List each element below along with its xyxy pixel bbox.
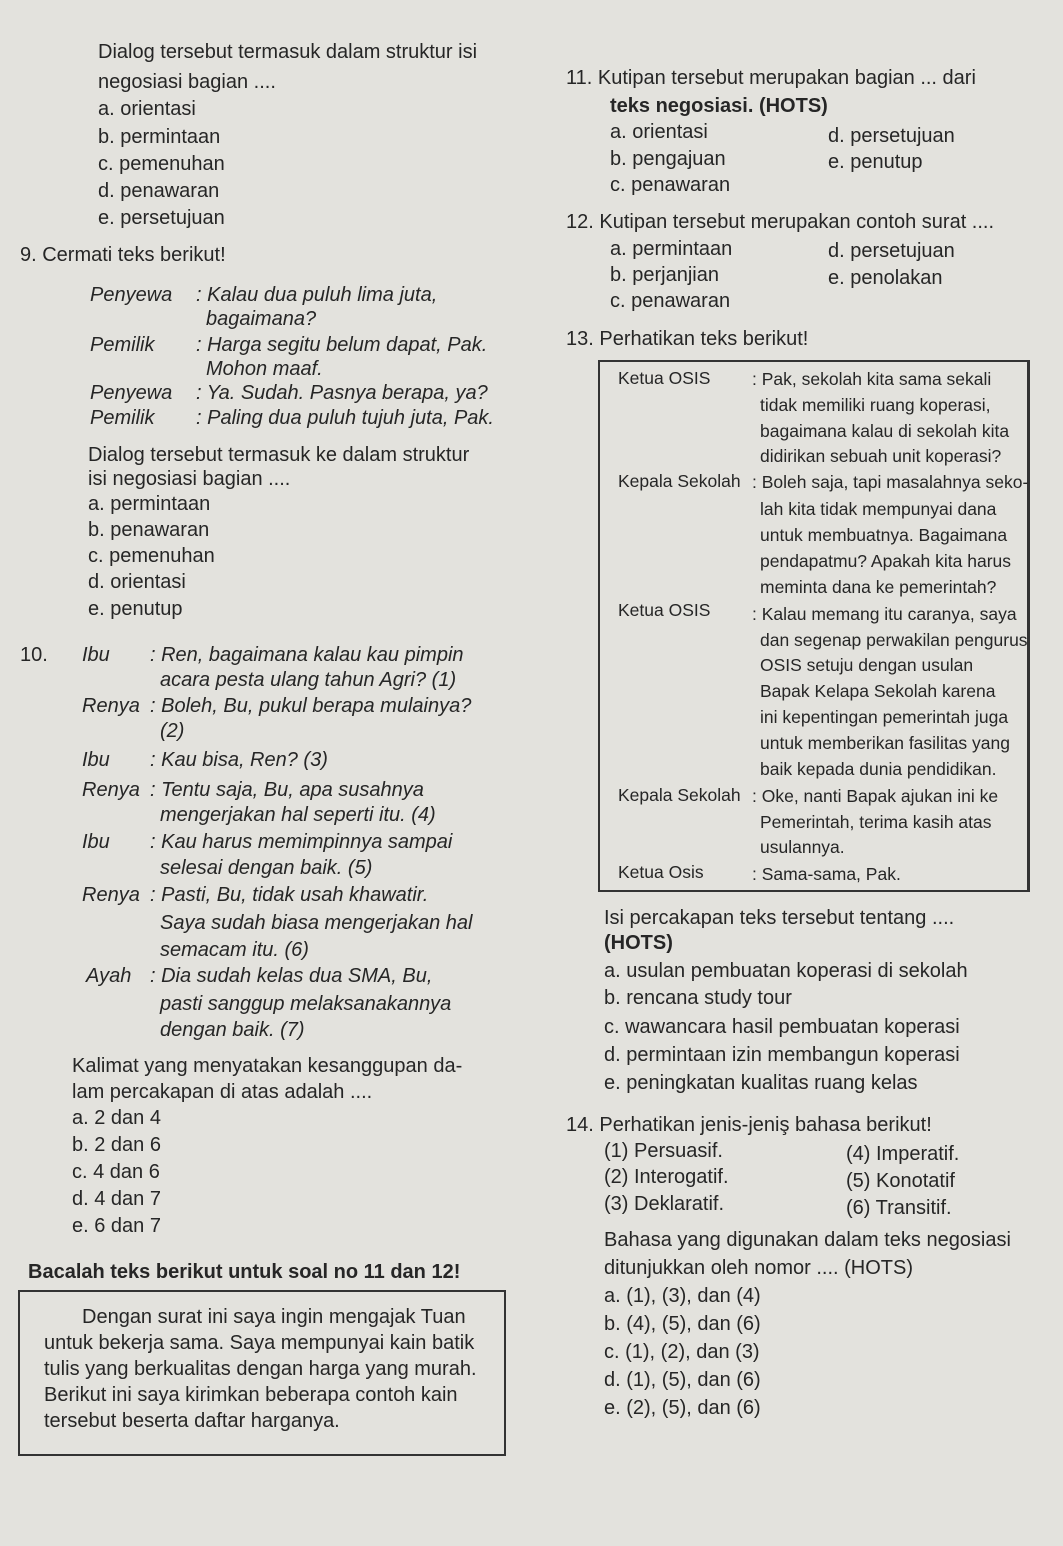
q13-utterance: ini kepentingan pemerintah juga [760, 707, 1009, 727]
q9-utterance: bagaimana? [206, 308, 317, 330]
q11-stem-line: 11. Kutipan tersebut merupakan bagian ... dari [566, 67, 976, 89]
q13-utterance: : Boleh saja, tapi masalahnya seko- [752, 472, 1029, 492]
q12-option-c: c. penawaran [610, 290, 731, 312]
q10-option-e: e. 6 dan 7 [72, 1215, 161, 1237]
q14-stem-line: ditunjukkan oleh nomor .... (HOTS) [604, 1257, 914, 1279]
q10-option-c: c. 4 dan 6 [72, 1161, 160, 1183]
q8-option-a: a. orientasi [98, 98, 196, 120]
q13-utterance: tidak memiliki ruang koperasi, [760, 395, 991, 415]
q13-utterance: usulannya. [760, 837, 845, 857]
q13-utterance: bagaimana kalau di sekolah kita [760, 421, 1010, 441]
q8-option-d: d. penawaran [98, 180, 220, 202]
q14-stem-line: Bahasa yang digunakan dalam teks negosiasi [604, 1229, 1011, 1251]
q13-utterance: pendapatmu? Apakah kita harus [760, 551, 1012, 571]
q9-utterance: Mohon maaf. [206, 358, 323, 380]
q14-option-e: e. (2), (5), dan (6) [604, 1397, 761, 1419]
q14-item: (4) Imperatif. [846, 1143, 960, 1165]
q10-utterance: dengan baik. (7) [160, 1019, 305, 1041]
q10-number: 10. [20, 644, 48, 666]
q10-utterance: : Kau harus memimpinnya sampai [150, 831, 453, 853]
q13-stem-line: Isi percakapan teks tersebut tentang .... [604, 907, 955, 929]
q13-option-a: a. usulan pembuatan koperasi di sekolah [604, 960, 968, 982]
q13-utterance: OSIS setuju dengan usulan [760, 655, 974, 675]
q13-utterance: dan segenap perwakilan pengurus [760, 630, 1028, 650]
q9-option-b: b. penawaran [88, 519, 210, 541]
q14-item: (6) Transitif. [846, 1197, 952, 1219]
q9-title: 9. Cermati teks berikut! [20, 244, 226, 266]
q9-speaker: Pemilik [90, 407, 155, 429]
q14-option-b: b. (4), (5), dan (6) [604, 1313, 761, 1335]
q9-option-d: d. orientasi [88, 571, 186, 593]
letter-line: tulis yang berkualitas dengan harga yang murah. [44, 1358, 477, 1380]
q11-stem-line: teks negosiasi. (HOTS) [610, 95, 828, 117]
q13-utterance: untuk memberikan fasilitas yang [760, 733, 1010, 753]
q10-utterance: : Ren, bagaimana kalau kau pimpin [150, 644, 464, 666]
q10-utterance: mengerjakan hal seperti itu. (4) [160, 804, 436, 826]
q8-option-b: b. permintaan [98, 126, 221, 148]
q11-option-c: c. penawaran [610, 174, 731, 196]
q13-utterance: baik kepada dunia pendidikan. [760, 759, 997, 779]
q9-option-a: a. permintaan [88, 493, 211, 515]
q10-speaker: Ibu [82, 831, 110, 853]
q10-speaker: Renya [82, 884, 140, 906]
q13-speaker: Kepala Sekolah [618, 785, 741, 805]
q8-stem-line: negosiasi bagian .... [98, 71, 276, 93]
letter-line: Dengan surat ini saya ingin mengajak Tuan [82, 1306, 466, 1328]
q14-option-c: c. (1), (2), dan (3) [604, 1341, 760, 1363]
q9-utterance: : Harga segitu belum dapat, Pak. [196, 334, 488, 356]
q9-stem-line: isi negosiasi bagian .... [88, 468, 291, 490]
letter-line: Berikut ini saya kirimkan beberapa contoh kain [44, 1384, 458, 1406]
q13-stem-line: (HOTS) [604, 932, 673, 954]
q14-item: (5) Konotatif [846, 1170, 955, 1192]
q9-stem-line: Dialog tersebut termasuk ke dalam struktur [88, 444, 470, 466]
q13-utterance: Bapak Kelapa Sekolah karena [760, 681, 996, 701]
reading-instruction: Bacalah teks berikut untuk soal no 11 dan 12! [28, 1261, 461, 1283]
q13-option-e: e. peningkatan kualitas ruang kelas [604, 1072, 918, 1094]
q12-stem: 12. Kutipan tersebut merupakan contoh surat .... [566, 211, 995, 233]
q9-speaker: Penyewa [90, 284, 173, 306]
q10-option-a: a. 2 dan 4 [72, 1107, 161, 1129]
q13-speaker: Ketua Osis [618, 862, 704, 882]
q13-utterance: : Sama-sama, Pak. [752, 864, 901, 884]
q10-speaker: Renya [82, 695, 140, 717]
q11-option-b: b. pengajuan [610, 148, 726, 170]
q13-utterance: didirikan sebuah unit koperasi? [760, 446, 1002, 466]
q11-option-a: a. orientasi [610, 121, 708, 143]
q11-option-e: e. penutup [828, 151, 923, 173]
letter-excerpt-box [18, 1290, 506, 1456]
q13-title: 13. Perhatikan teks berikut! [566, 328, 809, 350]
q10-utterance: selesai dengan baik. (5) [160, 857, 373, 879]
q12-option-d: d. persetujuan [828, 240, 955, 262]
q9-utterance: : Kalau dua puluh lima juta, [196, 284, 438, 306]
q10-option-d: d. 4 dan 7 [72, 1188, 161, 1210]
q14-title: 14. Perhatikan jenis-jeniş bahasa berikut! [566, 1114, 932, 1136]
q13-utterance: : Kalau memang itu caranya, saya [752, 604, 1017, 624]
q14-item: (1) Persuasif. [604, 1140, 723, 1162]
q10-speaker: Ibu [82, 749, 110, 771]
q9-utterance: : Ya. Sudah. Pasnya berapa, ya? [196, 382, 488, 404]
q13-speaker: Kepala Sekolah [618, 471, 741, 491]
letter-line: tersebut beserta daftar harganya. [44, 1410, 340, 1432]
q14-item: (2) Interogatif. [604, 1166, 729, 1188]
q13-utterance: lah kita tidak mempunyai dana [760, 499, 997, 519]
q9-utterance: : Paling dua puluh tujuh juta, Pak. [196, 407, 494, 429]
q10-utterance: semacam itu. (6) [160, 939, 309, 961]
q10-utterance: : Pasti, Bu, tidak usah khawatir. [150, 884, 429, 906]
q10-utterance: : Boleh, Bu, pukul berapa mulainya? [150, 695, 472, 717]
q13-utterance: untuk membuatnya. Bagaimana [760, 525, 1008, 545]
q10-utterance: pasti sanggup melaksanakannya [160, 993, 452, 1015]
q10-utterance: : Dia sudah kelas dua SMA, Bu, [150, 965, 433, 987]
q10-utterance: acara pesta ulang tahun Agri? (1) [160, 669, 457, 691]
q13-utterance: : Oke, nanti Bapak ajukan ini ke [752, 786, 999, 806]
q10-speaker: Ibu [82, 644, 110, 666]
q10-speaker: Ayah [86, 965, 132, 987]
q13-utterance: Pemerintah, terima kasih atas [760, 812, 992, 832]
q8-stem-line: Dialog tersebut termasuk dalam struktur isi [98, 41, 478, 63]
q13-utterance: : Pak, sekolah kita sama sekali [752, 369, 992, 389]
q10-utterance: (2) [160, 720, 185, 742]
q10-utterance: : Kau bisa, Ren? (3) [150, 749, 328, 771]
q14-option-a: a. (1), (3), dan (4) [604, 1285, 761, 1307]
q13-speaker: Ketua OSIS [618, 368, 711, 388]
q13-option-d: d. permintaan izin membangun koperasi [604, 1044, 960, 1066]
q9-speaker: Pemilik [90, 334, 155, 356]
q10-stem-line: Kalimat yang menyatakan kesanggupan da- [72, 1055, 463, 1077]
letter-line: untuk bekerja sama. Saya mempunyai kain batik [44, 1332, 475, 1354]
q9-option-c: c. pemenuhan [88, 545, 215, 567]
q8-option-c: c. pemenuhan [98, 153, 225, 175]
q12-option-b: b. perjanjian [610, 264, 719, 286]
q14-item: (3) Deklaratif. [604, 1193, 725, 1215]
q10-stem-line: lam percakapan di atas adalah .... [72, 1081, 373, 1103]
q13-utterance: meminta dana ke pemerintah? [760, 577, 997, 597]
q10-option-b: b. 2 dan 6 [72, 1134, 161, 1156]
q10-speaker: Renya [82, 779, 140, 801]
q13-option-c: c. wawancara hasil pembuatan koperasi [604, 1016, 960, 1038]
q11-option-d: d. persetujuan [828, 125, 955, 147]
q13-speaker: Ketua OSIS [618, 600, 711, 620]
q13-option-b: b. rencana study tour [604, 987, 792, 1009]
q9-speaker: Penyewa [90, 382, 173, 404]
q8-option-e: e. persetujuan [98, 207, 225, 229]
q12-option-a: a. permintaan [610, 238, 733, 260]
q10-utterance: : Tentu saja, Bu, apa susahnya [150, 779, 424, 801]
q14-option-d: d. (1), (5), dan (6) [604, 1369, 761, 1391]
q12-option-e: e. penolakan [828, 267, 943, 289]
q10-utterance: Saya sudah biasa mengerjakan hal [160, 912, 473, 934]
q9-option-e: e. penutup [88, 598, 183, 620]
